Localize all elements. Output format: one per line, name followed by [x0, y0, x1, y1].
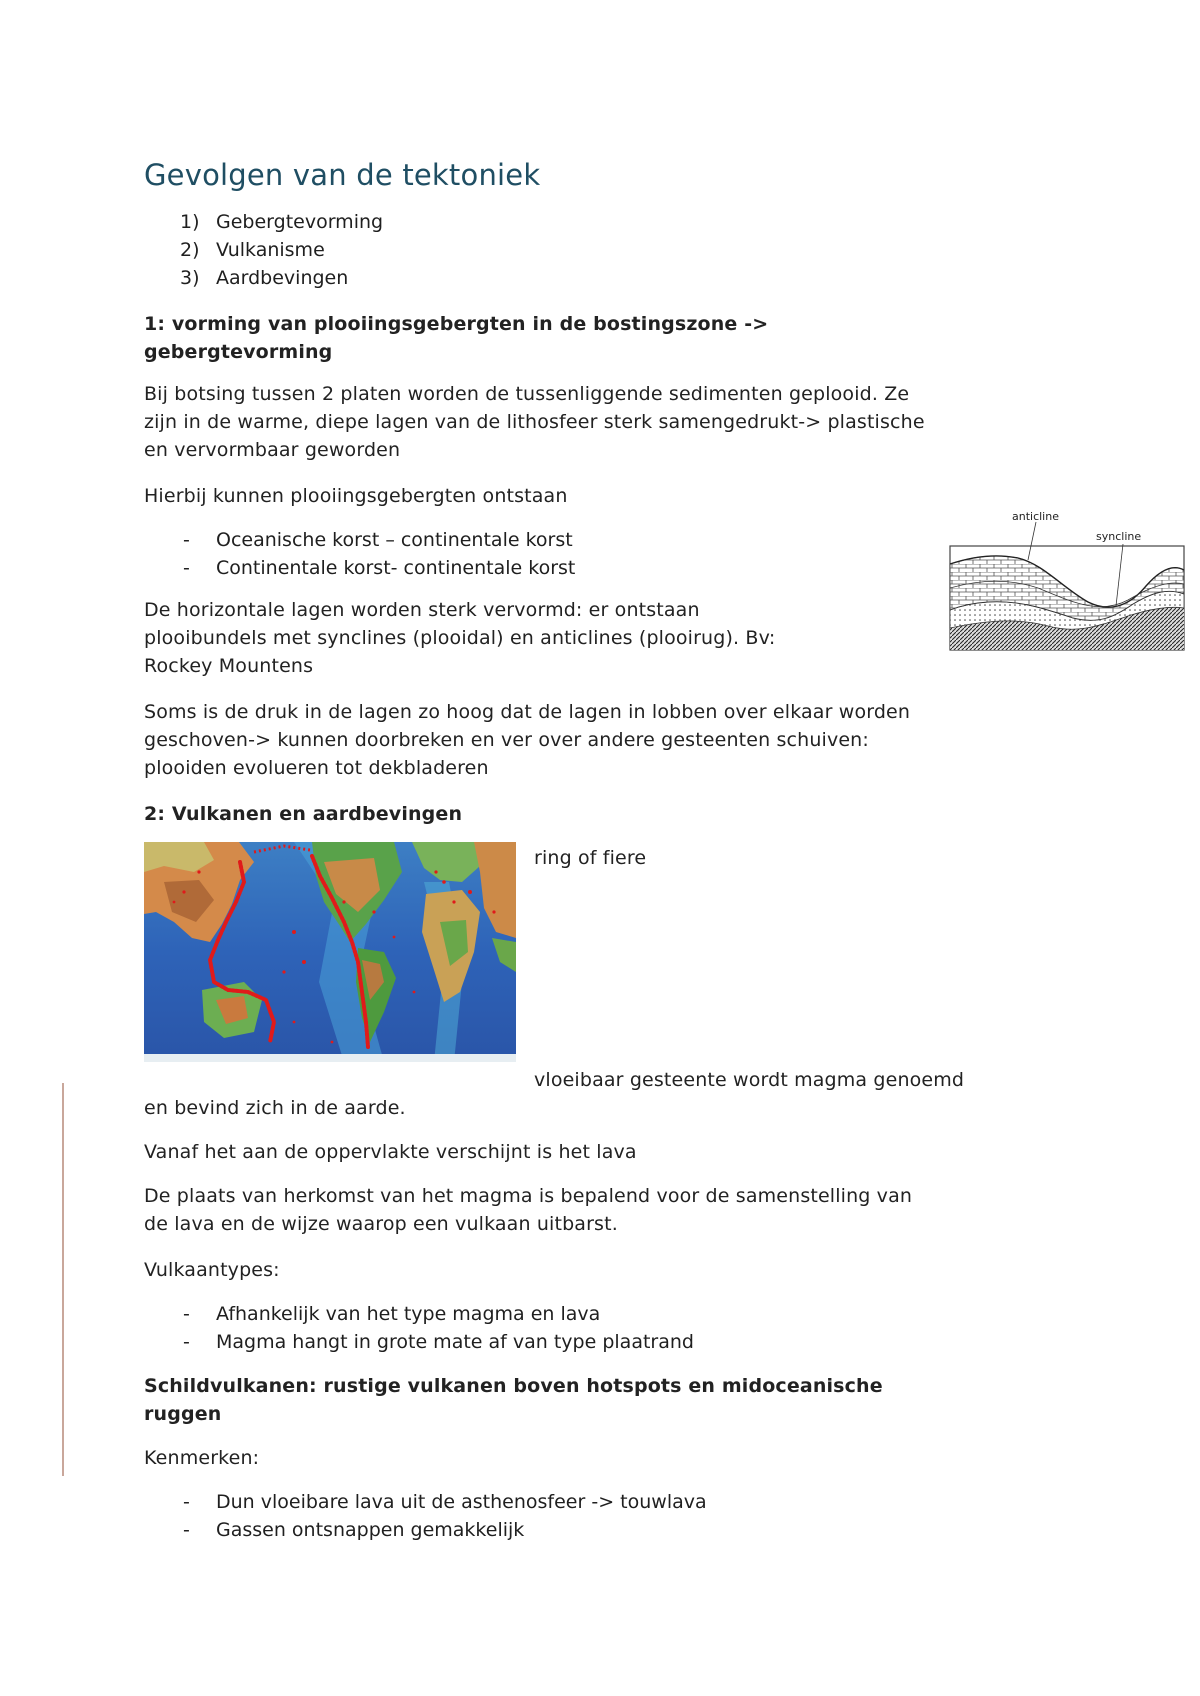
list-text: Magma hangt in grote mate af van type plaatrand [216, 1331, 694, 1353]
list-text: Afhankelijk van het type magma en lava [216, 1303, 601, 1325]
ring-of-fire-map [144, 842, 516, 1062]
syncline-label: syncline [1096, 530, 1142, 543]
magma-text-line-1: vloeibaar gesteente wordt magma genoemd [534, 1069, 965, 1091]
text-line: de lava en de wijze waarop een vulkaan uitbarst. [144, 1213, 618, 1235]
paragraph-horizontale-lagen [144, 596, 775, 680]
section-heading-1 [144, 310, 768, 366]
heading-line: Schildvulkanen: rustige vulkanen boven hotspots en midoceanische [144, 1375, 883, 1397]
list-item [0, 1516, 1200, 1544]
anticline-label: anticline [1012, 510, 1059, 523]
paragraph-hierbij: Hierbij kunnen plooiingsgebergten ontstaan [144, 485, 568, 507]
paragraph-kenmerken: Kenmerken: [144, 1447, 260, 1469]
paragraph-herkomst [144, 1182, 912, 1238]
list-item [0, 236, 1200, 264]
list-item [0, 1488, 1200, 1516]
list-number: 2) [180, 239, 200, 261]
section-heading-3 [144, 1372, 883, 1428]
bullet-dash: - [183, 1491, 190, 1513]
text-line: en vervormbaar geworden [144, 439, 401, 461]
text-line: De horizontale lagen worden sterk vervormd: er ontstaan [144, 599, 700, 621]
map-caption: ring of fiere [534, 847, 647, 869]
text-line: Rockey Mountens [144, 655, 314, 677]
bullet-dash: - [183, 529, 190, 551]
paragraph-vulkaantypes: Vulkaantypes: [144, 1259, 280, 1281]
heading-line: 1: vorming van plooiingsgebergten in de bostingszone -> [144, 313, 769, 335]
list-text: Oceanische korst – continentale korst [216, 529, 573, 551]
list-text: Aardbevingen [216, 267, 349, 289]
list-number: 1) [180, 211, 200, 233]
bullet-dash: - [183, 1331, 190, 1353]
world-map-image [144, 842, 516, 1062]
magma-text-line-2: en bevind zich in de aarde. [144, 1097, 406, 1119]
margin-line [62, 1083, 64, 1476]
text-line: plooibundels met synclines (plooidal) en anticlines (plooirug). Bv: [144, 627, 776, 649]
bullet-dash: - [183, 1519, 190, 1541]
list-text: Gebergtevorming [216, 211, 384, 233]
text-line: De plaats van herkomst van het magma is bepalend voor de samenstelling van [144, 1185, 913, 1207]
section-heading-2: 2: Vulkanen en aardbevingen [144, 803, 463, 825]
text-line: zijn in de warme, diepe lagen van de lithosfeer sterk samengedrukt-> plastische [144, 411, 925, 433]
list-text: Dun vloeibare lava uit de asthenosfeer -> touwlava [216, 1491, 707, 1513]
list-item [0, 208, 1200, 236]
list-item [0, 264, 1200, 292]
text-line: Soms is de druk in de lagen zo hoog dat de lagen in lobben over elkaar worden [144, 701, 911, 723]
list-item [0, 1328, 1200, 1356]
list-text: Continentale korst- continentale korst [216, 557, 576, 579]
heading-line: ruggen [144, 1403, 222, 1425]
list-item [0, 1300, 1200, 1328]
list-text: Vulkanisme [216, 239, 325, 261]
heading-line: gebergtevorming [144, 341, 333, 363]
bullet-dash: - [183, 1303, 190, 1325]
fold-diagram-illustration [948, 508, 1188, 656]
paragraph-botsing [144, 380, 925, 464]
paragraph-lava: Vanaf het aan de oppervlakte verschijnt is het lava [144, 1141, 637, 1163]
list-text: Gassen ontsnappen gemakkelijk [216, 1519, 525, 1541]
list-number: 3) [180, 267, 200, 289]
fold-diagram [948, 508, 1188, 656]
bullet-dash: - [183, 557, 190, 579]
paragraph-druk [144, 698, 910, 782]
text-line: geschoven-> kunnen doorbreken en ver over andere gesteenten schuiven: [144, 729, 869, 751]
text-line: plooiden evolueren tot dekbladeren [144, 757, 489, 779]
page-title: Gevolgen van de tektoniek [144, 158, 541, 192]
text-line: Bij botsing tussen 2 platen worden de tussenliggende sedimenten geplooid. Ze [144, 383, 910, 405]
